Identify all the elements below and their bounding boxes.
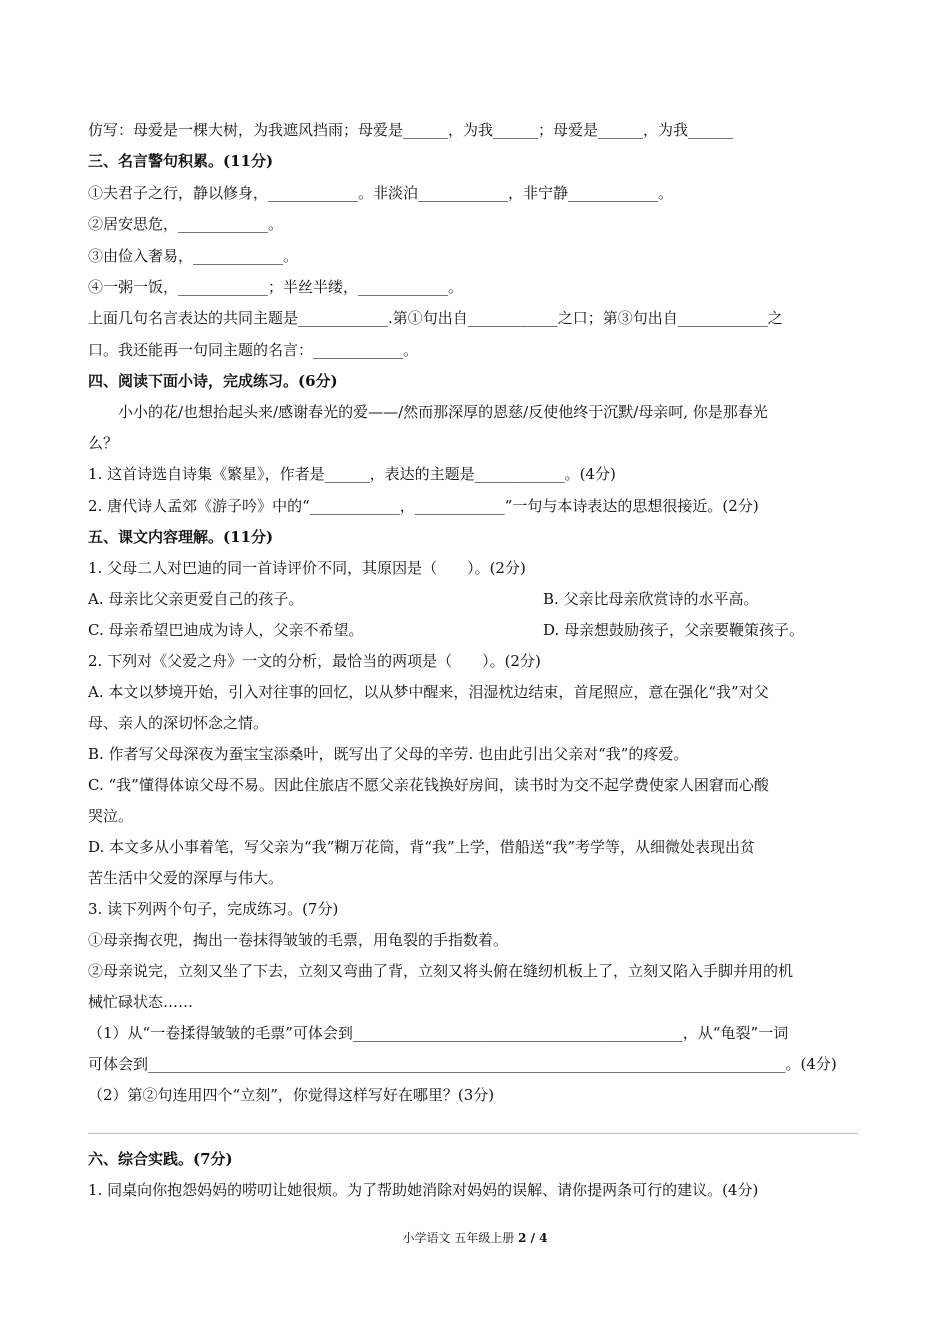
quote-3: ③由俭入奢易，____________。 xyxy=(88,247,299,265)
q3-part-2: （2）第②句连用四个“立刻”，你觉得这样写好在哪里？(3分) xyxy=(88,1086,495,1104)
footer-course: 小学语文 五年级上册 xyxy=(402,1231,519,1245)
poem-line-2: 么？ xyxy=(88,434,119,452)
q2-option-a-line-2: 母、亲人的深切怀念之情。 xyxy=(88,714,269,732)
poem-line-1: 小小的花/也想抬起头来/感谢春光的爱——/然而那深厚的恩慈/反使他终于沉默/母亲呵, 你是那春光 xyxy=(118,403,768,421)
q3-part-1-line-2: 可体会到_____________________________________________________________________________________。(4分) xyxy=(88,1055,837,1073)
imitation-line: 仿写：母爱是一棵大树，为我遮风挡雨；母爱是______，为我______；母爱是______，为我______ xyxy=(88,121,734,139)
section-4-q2: 2. 唐代诗人孟郊《游子吟》中的“____________，____________”一句与本诗表达的思想很接近。(2分) xyxy=(88,497,759,515)
divider xyxy=(88,1133,858,1134)
section-5-heading: 五、课文内容理解。(11分) xyxy=(88,528,274,546)
quote-4: ④一粥一饭，____________；半丝半缕，____________。 xyxy=(88,278,464,296)
option-d: D. 母亲想鼓励孩子，父亲要鞭策孩子。 xyxy=(543,621,805,639)
option-row-cd xyxy=(88,618,880,642)
option-b: B. 父亲比母亲欣赏诗的水平高。 xyxy=(543,590,759,608)
section-5-q3: 3. 读下列两个句子，完成练习。(7分) xyxy=(88,900,339,918)
section-3-heading: 三、名言警句积累。(11分) xyxy=(88,152,274,170)
option-a: A. 母亲比父亲更爱自己的孩子。 xyxy=(88,590,304,608)
q2-option-c-line-1: C. “我”懂得体谅父母不易。因此住旅店不愿父亲花钱换好房间，读书时为交不起学费使家人困窘而心酸 xyxy=(88,776,769,794)
q2-option-a-line-1: A. 本文以梦境开始，引入对往事的回忆，以从梦中醒来，泪湿枕边结束，首尾照应，意在强化“我”对父 xyxy=(88,683,769,701)
option-row-ab xyxy=(88,587,880,611)
q3-part-1-line-1: （1）从“一卷揉得皱皱的毛票”可体会到____________________________________________，从“龟裂”一词 xyxy=(88,1024,789,1042)
option-c: C. 母亲希望巴迪成为诗人，父亲不希望。 xyxy=(88,621,364,639)
quote-theme-line-2: 口。我还能再一句同主题的名言：____________。 xyxy=(88,341,419,359)
section-4-heading: 四、阅读下面小诗，完成练习。(6分) xyxy=(88,372,338,390)
q2-option-d-line-1: D. 本文多从小事着笔，写父亲为“我”糊万花筒，背“我”上学，借船送“我”考学等，从细微处表现出贫 xyxy=(88,838,756,856)
sentence-2-line-2: 械忙碌状态…… xyxy=(88,993,194,1011)
section-6-q1: 1. 同桌向你抱怨妈妈的唠叨让她很烦。为了帮助她消除对妈妈的误解、请你提两条可行的建议。(4分) xyxy=(88,1181,759,1199)
section-5-q1: 1. 父母二人对巴迪的同一首诗评价不同，其原因是（ ）。(2分) xyxy=(88,559,526,577)
page-footer xyxy=(0,1229,950,1247)
q2-option-c-line-2: 哭泣。 xyxy=(88,807,134,825)
quote-2: ②居安思危，____________。 xyxy=(88,215,284,233)
footer-page-number: 2 / 4 xyxy=(518,1231,548,1245)
q2-option-b: B. 作者写父母深夜为蚕宝宝添桑叶，既写出了父母的辛劳. 也由此引出父亲对“我”的疼爱。 xyxy=(88,745,689,763)
q2-option-d-line-2: 苦生活中父爱的深厚与伟大。 xyxy=(88,869,284,887)
sentence-2-line-1: ②母亲说完，立刻又坐了下去，立刻又弯曲了背，立刻又将头俯在缝纫机板上了，立刻又陷入手脚并用的机 xyxy=(88,962,794,980)
quote-1: ①夫君子之行，静以修身，____________。非淡泊____________，非宁静____________。 xyxy=(88,184,674,202)
section-5-q2: 2. 下列对《父爱之舟》一文的分析，最恰当的两项是（ ）。(2分) xyxy=(88,652,541,670)
sentence-1: ①母亲掏衣兜，掏出一卷抹得皱皱的毛票，用龟裂的手指数着。 xyxy=(88,931,509,949)
quote-theme-line-1: 上面几句名言表达的共同主题是____________.第①句出自____________之口；第③句出自____________之 xyxy=(88,309,783,327)
section-4-q1: 1. 这首诗选自诗集《繁星》，作者是______，表达的主题是____________。(4分) xyxy=(88,465,616,483)
section-6-heading: 六、综合实践。(7分) xyxy=(88,1150,233,1168)
